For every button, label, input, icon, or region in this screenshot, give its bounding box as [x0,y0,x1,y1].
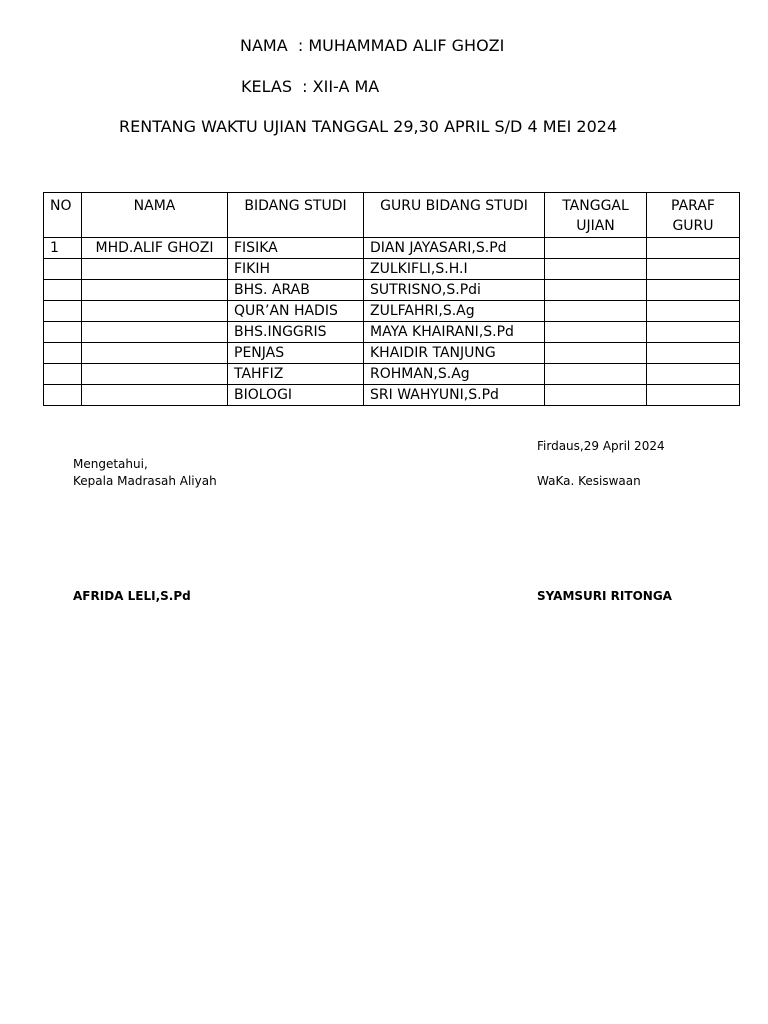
class-line: KELAS : XII-A MA [241,77,380,96]
cell-paraf [647,343,740,364]
cell-nama [82,322,228,343]
cell-nama [82,343,228,364]
table-row [44,322,740,343]
cell-guru: SUTRISNO,S.Pdi [364,280,545,301]
table-row [44,259,740,280]
cell-no [44,322,82,343]
cell-paraf [647,259,740,280]
cell-guru: DIAN JAYASARI,S.Pd [364,238,545,259]
cell-tanggal [545,343,647,364]
cell-bidang-studi: BIOLOGI [228,385,364,406]
header-tanggal-ujian: TANGGAL UJIAN [545,193,647,238]
cell-paraf [647,301,740,322]
cell-no [44,385,82,406]
cell-nama [82,301,228,322]
cell-nama [82,259,228,280]
cell-guru: ROHMAN,S.Ag [364,364,545,385]
cell-bidang-studi: BHS.INGGRIS [228,322,364,343]
student-name-line: NAMA : MUHAMMAD ALIF GHOZI [240,36,505,55]
cell-bidang-studi: PENJAS [228,343,364,364]
cell-nama [82,280,228,301]
cell-paraf [647,238,740,259]
cell-paraf [647,364,740,385]
signature-name-principal: AFRIDA LELI,S.Pd [73,589,191,603]
cell-tanggal [545,322,647,343]
header-bidang-studi: BIDANG STUDI [228,193,364,238]
exam-period-line: RENTANG WAKTU UJIAN TANGGAL 29,30 APRIL S/D 4 MEI 2024 [119,117,618,136]
cell-tanggal [545,364,647,385]
cell-guru: MAYA KHAIRANI,S.Pd [364,322,545,343]
cell-bidang-studi: FISIKA [228,238,364,259]
cell-no [44,259,82,280]
cell-no: 1 [44,238,82,259]
signature-place-date: Firdaus,29 April 2024 [537,439,665,453]
signature-acknowledged-label: Mengetahui, [73,457,148,471]
cell-guru: ZULKIFLI,S.H.I [364,259,545,280]
header-no: NO [44,193,82,238]
cell-nama [82,364,228,385]
signature-name-vice-principal: SYAMSURI RITONGA [537,589,672,603]
table-row [44,301,740,322]
header-guru-bidang-studi: GURU BIDANG STUDI [364,193,545,238]
cell-paraf [647,322,740,343]
cell-tanggal [545,238,647,259]
cell-guru: SRI WAHYUNI,S.Pd [364,385,545,406]
signature-role-vice-principal: WaKa. Kesiswaan [537,474,641,488]
cell-guru: KHAIDIR TANJUNG [364,343,545,364]
cell-guru: ZULFAHRI,S.Ag [364,301,545,322]
cell-no [44,343,82,364]
cell-tanggal [545,259,647,280]
cell-bidang-studi: FIKIH [228,259,364,280]
cell-bidang-studi: QUR’AN HADIS [228,301,364,322]
header-nama: NAMA [82,193,228,238]
table-row [44,364,740,385]
table-header-row [44,193,740,238]
table-row [44,343,740,364]
cell-nama: MHD.ALIF GHOZI [82,238,228,259]
table-row [44,385,740,406]
cell-bidang-studi: BHS. ARAB [228,280,364,301]
cell-tanggal [545,385,647,406]
table-row [44,238,740,259]
signature-role-principal: Kepala Madrasah Aliyah [73,474,217,488]
cell-no [44,280,82,301]
cell-tanggal [545,301,647,322]
cell-bidang-studi: TAHFIZ [228,364,364,385]
exam-schedule-table [43,192,740,406]
cell-no [44,301,82,322]
cell-tanggal [545,280,647,301]
cell-paraf [647,385,740,406]
table-row [44,280,740,301]
cell-no [44,364,82,385]
header-paraf-guru: PARAF GURU [647,193,740,238]
cell-nama [82,385,228,406]
cell-paraf [647,280,740,301]
